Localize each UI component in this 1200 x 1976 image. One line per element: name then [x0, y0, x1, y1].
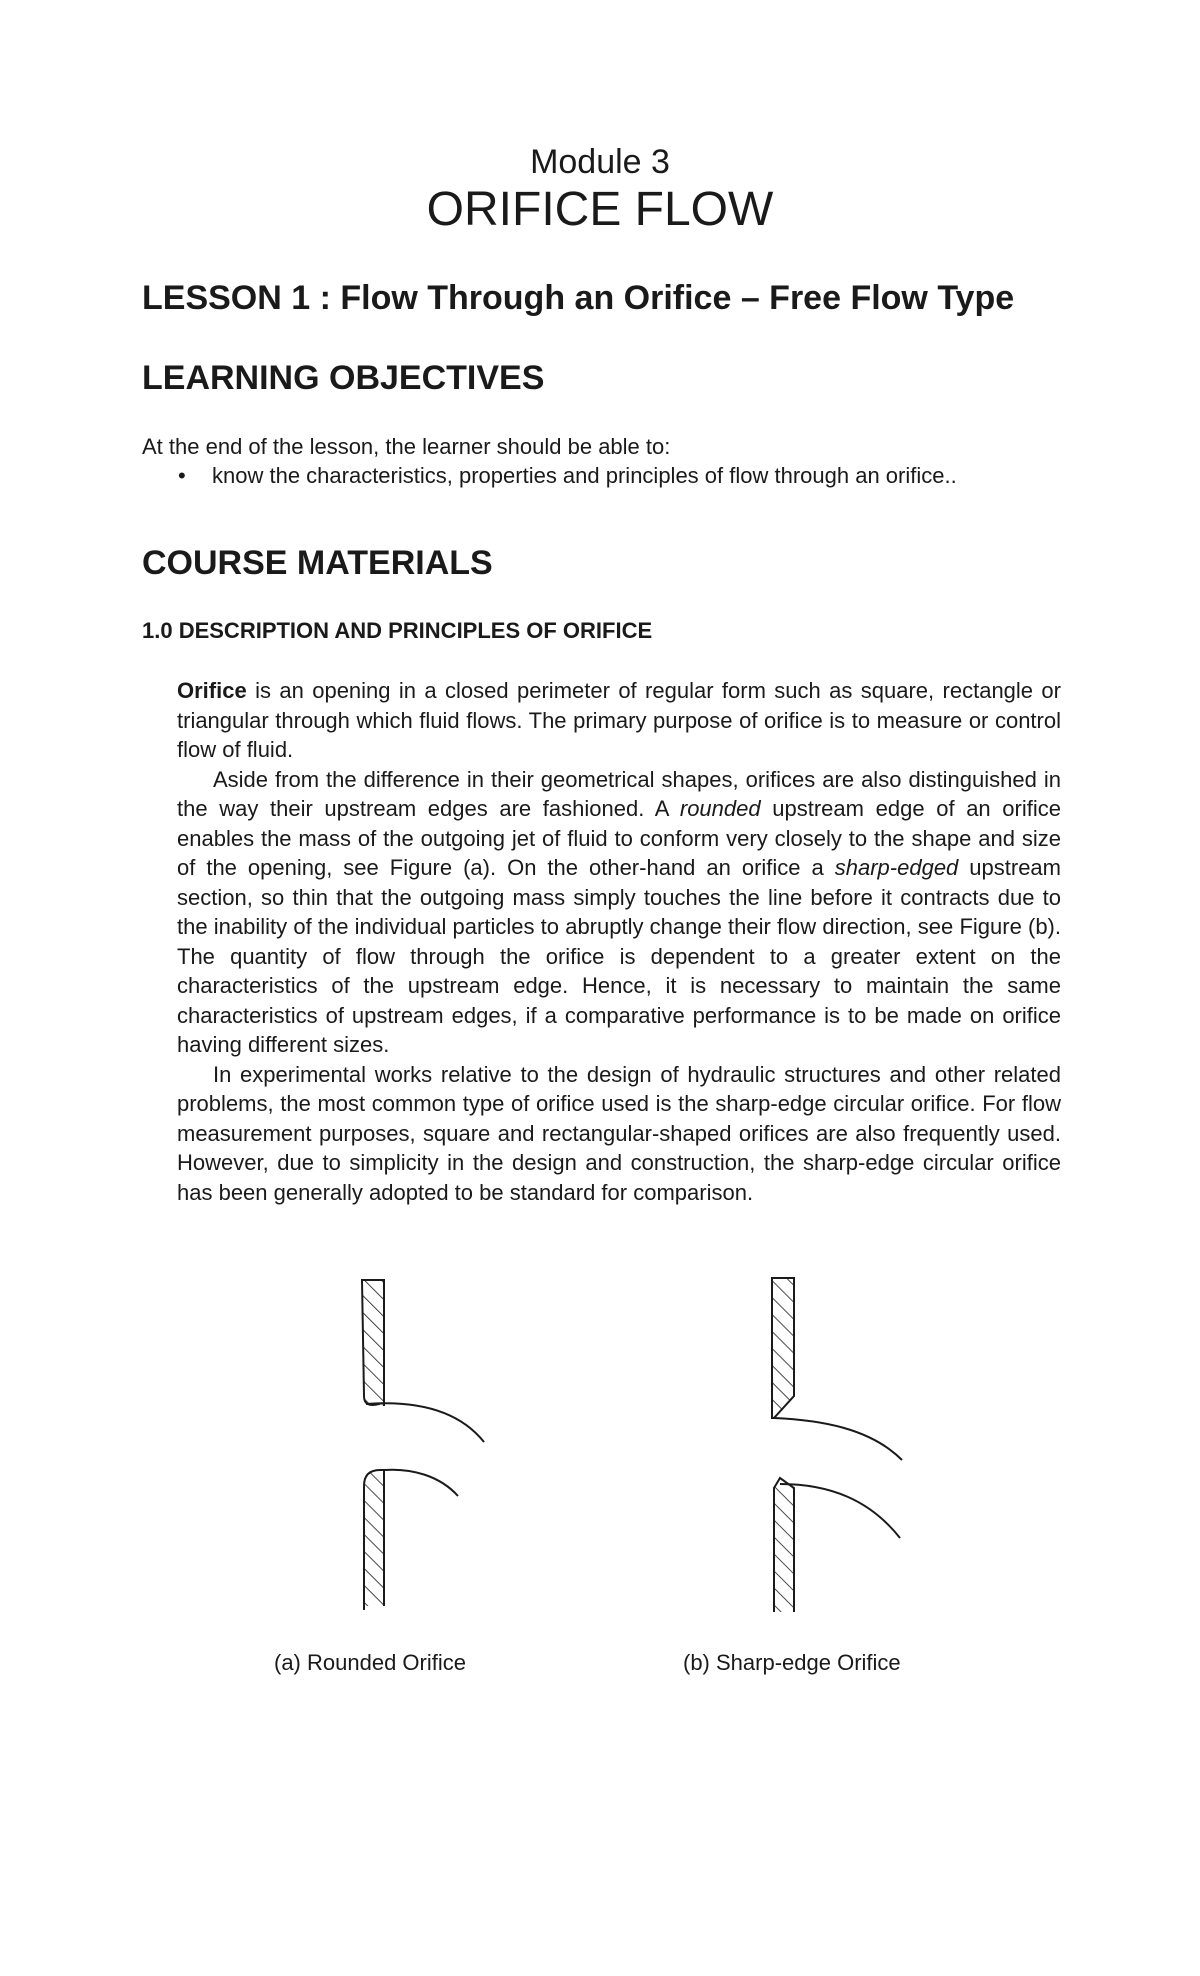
objectives-bullet-text: know the characteristics, properties and principles of flow through an orifice..: [212, 463, 957, 488]
sharp-lower-wall: [774, 1478, 794, 1612]
rounded-orifice-drawing: [362, 1280, 484, 1610]
rounded-upper-wall: [362, 1280, 384, 1406]
section-heading: 1.0 DESCRIPTION AND PRINCIPLES OF ORIFICE: [142, 618, 653, 643]
sharp-edge-orifice-drawing: [772, 1278, 902, 1612]
objectives-heading: LEARNING OBJECTIVES: [142, 359, 545, 397]
paragraph-2: Aside from the difference in their geometrical shapes, orifices are also distinguished in the way their upstream edges are fashioned. A rounded upstream edge of an orifice enables the mass of the outgoing jet of fluid to conform very closely to the shape and size of the opening, see Figure (a). On the other-hand an orifice a sharp-edged upstream section, so thin that the outgoing mass simply touches the line before it contracts due to the inability of the individual particles to abruptly change their flow direction, see Figure (b). The quantity of flow through the orifice is dependent to a greater extent on the characteristics of the upstream edge. Hence, it is necessary to maintain the same characteristics of upstream edges, if a comparative performance is to be made on orifice having different sizes.: [177, 766, 1061, 1057]
paragraph-3: In experimental works relative to the design of hydraulic structures and other related problems, the most common type of orifice used is the sharp-edge circular orifice. For flow measurement purposes, square and rectangular-shaped orifices are also frequently used. However, due to simplicity in the design and construction, the sharp-edge circular orifice has been generally adopted to be standard for comparison.: [177, 1061, 1061, 1205]
sharp-upper-jet: [774, 1418, 902, 1460]
bullet-icon: •: [178, 463, 186, 488]
lesson-heading: LESSON 1 : Flow Through an Orifice – Free Flow Type: [142, 279, 1015, 317]
sharp-upper-wall: [772, 1278, 794, 1418]
page-title: ORIFICE FLOW: [426, 183, 774, 236]
objectives-intro: At the end of the lesson, the learner should be able to:: [142, 434, 671, 459]
rounded-lower-jet: [384, 1470, 458, 1496]
orifice-term: Orifice: [177, 678, 247, 703]
rounded-lower-wall: [364, 1470, 384, 1606]
course-materials-heading: COURSE MATERIALS: [142, 544, 493, 582]
paragraph-1: Orifice is an opening in a closed perimeter of regular form such as square, rectangle or triangular through which fluid flows. The primary purpose of orifice is to measure or control flow of fluid.: [177, 678, 1061, 762]
module-label: Module 3: [530, 143, 670, 181]
caption-sharp-edge-orifice: (b) Sharp-edge Orifice: [683, 1650, 901, 1675]
rounded-upper-jet: [366, 1403, 484, 1442]
emphasis-sharp-edged: sharp-edged: [834, 855, 959, 880]
sharp-lower-jet: [780, 1484, 900, 1538]
caption-rounded-orifice: (a) Rounded Orifice: [274, 1650, 466, 1675]
emphasis-rounded: rounded: [679, 796, 761, 821]
